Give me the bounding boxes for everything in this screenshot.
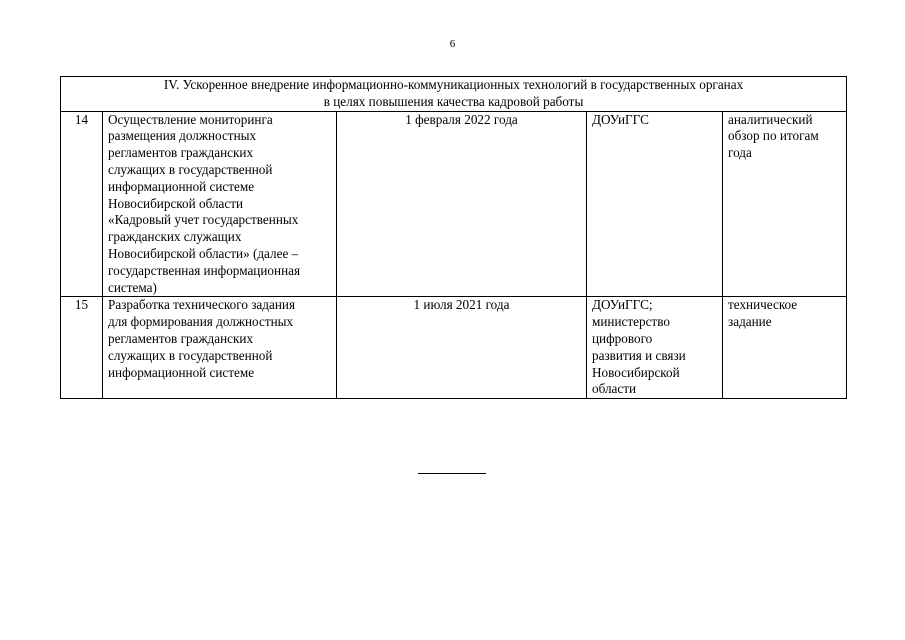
result-line: аналитический	[728, 111, 813, 127]
description-line: Новосибирской области	[108, 195, 244, 211]
description-line: государственная информационная	[108, 262, 301, 278]
description-line: система)	[108, 279, 157, 295]
responsible-line: развития и связи	[592, 347, 686, 363]
section-title-line-1: IV. Ускоренное внедрение информационно-коммуникационных технологий в государственных органах	[163, 77, 744, 92]
activity-description	[103, 111, 337, 297]
responsible-line: цифрового	[592, 330, 653, 346]
description-line: гражданских служащих	[108, 229, 242, 245]
description-line: для формирования должностных	[108, 314, 294, 330]
page-number: 6	[449, 38, 456, 50]
responsible-line: Новосибирской	[592, 364, 680, 380]
activity-plan-table	[60, 76, 847, 399]
deadline: 1 июля 2021 года	[337, 297, 587, 399]
row-number: 15	[61, 297, 103, 399]
responsible-line: ДОУиГГС;	[592, 297, 653, 313]
responsible-line: области	[592, 381, 637, 397]
description-line: «Кадровый учет государственных	[108, 212, 299, 228]
expected-result	[723, 297, 847, 399]
description-line: служащих в государственной	[108, 347, 273, 363]
section-title	[61, 77, 847, 112]
activity-description	[103, 297, 337, 399]
deadline: 1 февраля 2022 года	[337, 111, 587, 297]
responsible-line: министерство	[592, 314, 670, 330]
section-header-row	[61, 77, 847, 112]
row-number: 14	[61, 111, 103, 297]
table-row-15	[61, 297, 847, 399]
result-line: задание	[728, 314, 772, 330]
responsible-party	[587, 111, 723, 297]
responsible-party	[587, 297, 723, 399]
description-line: информационной системе	[108, 178, 255, 194]
section-title-line-2: в целях повышения качества кадровой работы	[323, 93, 584, 109]
description-line: регламентов гражданских	[108, 330, 254, 346]
expected-result	[723, 111, 847, 297]
responsible-line: ДОУиГГС	[592, 111, 649, 127]
result-line: обзор по итогам	[728, 128, 819, 144]
result-line: года	[728, 145, 752, 161]
description-line: информационной системе	[108, 364, 255, 380]
description-line: служащих в государственной	[108, 161, 273, 177]
result-line: техническое	[728, 297, 798, 313]
table-row-14	[61, 111, 847, 297]
end-divider	[418, 473, 486, 474]
description-line: регламентов гражданских	[108, 145, 254, 161]
description-line: Осуществление мониторинга	[108, 111, 273, 127]
description-line: Новосибирской области» (далее –	[108, 245, 299, 261]
description-line: Разработка технического задания	[108, 297, 296, 313]
description-line: размещения должностных	[108, 128, 257, 144]
